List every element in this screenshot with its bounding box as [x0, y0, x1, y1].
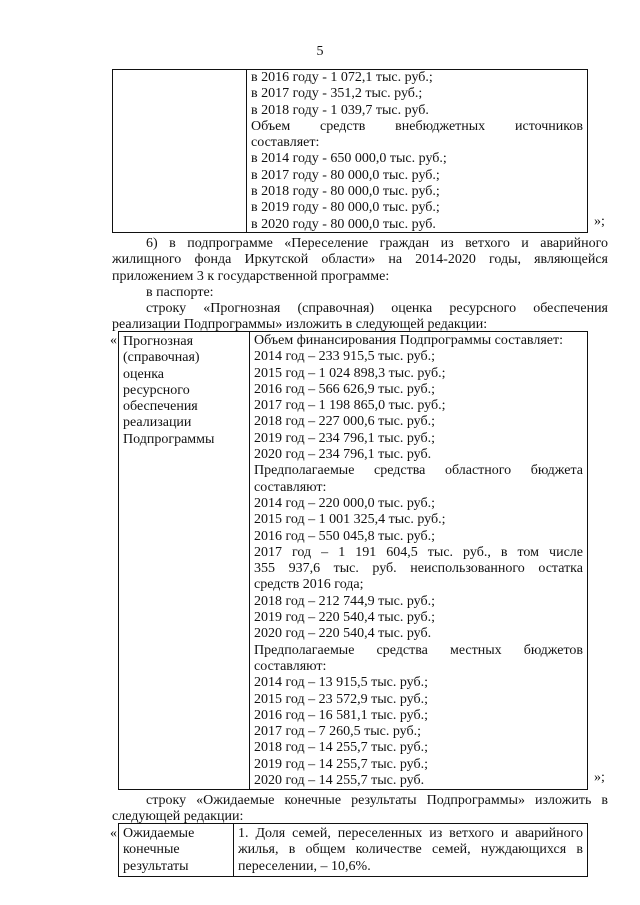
table1-line: в 2018 году - 80 000,0 тыс. руб.;: [251, 184, 440, 200]
paragraph-row-results: [112, 793, 608, 826]
table3-left-cell: [119, 824, 234, 876]
table1-line: в 2019 году - 80 000,0 тыс. руб.;: [251, 200, 440, 216]
funding-table-continuation: [112, 69, 588, 233]
paragraph-line: 6) в подпрограмме «Переселение граждан из ветхого и аварийного: [146, 236, 608, 251]
paragraph-line: реализации Подпрограммы» изложить в следующей редакции:: [112, 317, 488, 333]
table2-line: 2020 год – 220 540,4 тыс. руб.: [254, 626, 432, 642]
table2-label-line: обеспечения: [123, 399, 198, 415]
table3-right-cell: [234, 824, 587, 876]
paragraph-line: приложением 3 к государственной программе:: [112, 268, 390, 284]
table1-line: в 2017 году - 80 000,0 тыс. руб.;: [251, 167, 440, 183]
paragraph-line: строку «Ожидаемые конечные результаты Подпрограммы» изложить в: [146, 793, 608, 808]
table2-line: 2020 год – 234 796,1 тыс. руб.: [254, 447, 432, 463]
table1-line: в 2018 году - 1 039,7 тыс. руб.: [251, 102, 429, 118]
table2-line: 2016 год – 566 626,9 тыс. руб.;: [254, 381, 435, 397]
table2-line: 2015 год – 23 572,9 тыс. руб.;: [254, 691, 428, 707]
forecast-funding-table: [118, 331, 588, 790]
table2-line: 2018 год – 14 255,7 тыс. руб.;: [254, 740, 428, 756]
table3-label-line: результаты: [123, 858, 189, 874]
table2-line: 2016 год – 16 581,1 тыс. руб.;: [254, 707, 428, 723]
table1-closing-quote: »;: [594, 214, 605, 229]
table2-line: 2017 год – 1 198 865,0 тыс. руб.;: [254, 398, 446, 414]
table2-label-line: Прогнозная: [123, 334, 194, 349]
paragraph-line: жилищного фонда Иркутской области» на 2014-2020 годы, являющейся: [112, 252, 608, 268]
table2-line: Предполагаемые средства областного бюджета: [254, 463, 583, 479]
table3-label-line: конечные: [123, 842, 180, 858]
table3-line: жилья, в общем количестве семей, нуждающихся в: [238, 842, 583, 858]
table1-line: в 2014 году - 650 000,0 тыс. руб.;: [251, 151, 447, 167]
table2-line: 2014 год – 220 000,0 тыс. руб.;: [254, 495, 435, 511]
table3-label-line: Ожидаемые: [123, 826, 195, 841]
table2-label-line: Подпрограммы: [123, 431, 215, 447]
table3-opening-quote: «: [110, 826, 117, 841]
table2-label-line: (справочная): [123, 350, 200, 366]
table2-line: 2015 год – 1 001 325,4 тыс. руб.;: [254, 512, 446, 528]
table2-label-line: оценка: [123, 366, 165, 382]
table2-line: 2020 год – 14 255,7 тыс. руб.: [254, 773, 425, 789]
table2-line: составляют:: [254, 658, 327, 674]
paragraph-subprogram: [112, 236, 608, 285]
table2-line: составляют:: [254, 479, 327, 495]
table1-line: составляет:: [251, 135, 320, 151]
table2-line: 2014 год – 13 915,5 тыс. руб.;: [254, 675, 428, 691]
paragraph-row-forecast: [112, 301, 608, 334]
table1-line: Объем средств внебюджетных источников: [251, 118, 583, 134]
table2-line: 2018 год – 227 000,6 тыс. руб.;: [254, 414, 435, 430]
paragraph-passport: [112, 285, 608, 301]
paragraph-line: следующей редакции:: [112, 809, 244, 825]
table2-line: Предполагаемые средства местных бюджетов: [254, 642, 583, 658]
table2-line: средств 2016 года;: [254, 577, 364, 593]
table2-label-line: реализации: [123, 415, 192, 431]
table2-line: Объем финансирования Подпрограммы составляет:: [254, 333, 563, 348]
page-number: 5: [316, 44, 324, 59]
table2-line: 2017 год – 1 191 604,5 тыс. руб., в том числе: [254, 544, 583, 560]
table2-line: 2019 год – 14 255,7 тыс. руб.;: [254, 756, 428, 772]
table1-left-cell: [113, 70, 247, 232]
table2-line: 2015 год – 1 024 898,3 тыс. руб.;: [254, 365, 446, 381]
table2-line: 2018 год – 212 744,9 тыс. руб.;: [254, 593, 435, 609]
table2-line: 2017 год – 7 260,5 тыс. руб.;: [254, 724, 421, 740]
table2-line: 355 937,6 тыс. руб. неиспользованного остатка: [254, 561, 583, 577]
table1-right-cell: [247, 70, 587, 232]
table3-line: 1. Доля семей, переселенных из ветхого и аварийного: [238, 826, 583, 841]
table2-line: 2019 год – 234 796,1 тыс. руб.;: [254, 430, 435, 446]
table2-right-cell: [250, 332, 587, 789]
table2-opening-quote: «: [110, 333, 117, 348]
table1-line: в 2020 году - 80 000,0 тыс. руб.: [251, 216, 436, 232]
paragraph-line: в паспорте:: [146, 285, 214, 300]
table3-line: переселении, – 10,6%.: [238, 858, 371, 874]
table2-left-cell: [119, 332, 250, 789]
expected-results-table: [118, 823, 588, 877]
table2-line: 2014 год – 233 915,5 тыс. руб.;: [254, 349, 435, 365]
table1-line: в 2017 году - 351,2 тыс. руб.;: [251, 86, 423, 102]
table2-closing-quote: »;: [594, 770, 605, 785]
paragraph-line: строку «Прогнозная (справочная) оценка ресурсного обеспечения: [146, 301, 608, 316]
table2-line: 2016 год – 550 045,8 тыс. руб.;: [254, 528, 435, 544]
table2-line: 2019 год – 220 540,4 тыс. руб.;: [254, 610, 435, 626]
table2-label-line: ресурсного: [123, 382, 190, 398]
table1-line: в 2016 году - 1 072,1 тыс. руб.;: [251, 70, 433, 85]
